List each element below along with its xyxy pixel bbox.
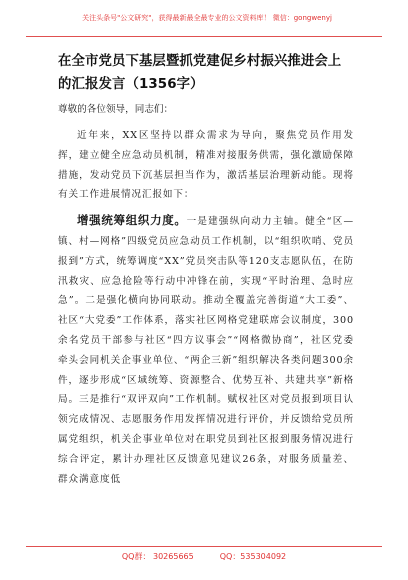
document-title: 在全市党员下基层暨抓党建促乡村振兴推进会上的汇报发言（1356字）	[58, 54, 342, 92]
footer-divider	[26, 546, 382, 547]
header-banner: 关注头条号"公文研究"，获得最新最全最专业的公文资料库！ 微信：gongwenyj	[82, 14, 332, 22]
footer	[0, 551, 408, 562]
section-paragraph	[58, 211, 354, 489]
intro-paragraph: 近年来，XX区坚持以群众需求为导向，聚焦党员作用发挥，建立健全应急动员机制，精准对接服务供需，强化激励保障措施，发动党员下沉基层担当作为，激活基层治理新动能。现将有关工作进展情况汇报如下：	[58, 130, 354, 201]
header-divider	[26, 36, 382, 37]
footer-qq-group: QQ群： 30265665	[121, 552, 194, 561]
section-body: 一是建强纵向动力主轴。健全“区—镇、村—网格”四级党员应急动员工作机制，以“组织吹哨、党员报到”方式，统筹调度“XX”党员突击队等120支志愿队伍，在防汛救灾、应急抢险等行动中冲锋在前，实现“平时治理、急时应急”。二是强化横向协同联动。推动全覆盖完善街道“大工委”、社区“大党委”工作体系，落实社区网格党建联席会议制度，300余名党员干部参与社区“四方议事会”“网格微协商”，社区党委牵头会同机关企事业单位、“两企三新”组织解决各类问题300余件，逐步形成“区域统筹、资源整合、优势互补、共建共享”新格局。三是推行“双评双向”工作机制。赋权社区对党员报到项目认领完成情况、志愿服务作用发挥情况进行评价，并反馈给党员所属党组织，机关企事业单位对在职党员到社区报到服务情况进行综合评定，累计办理社区反馈意见建议26条，对服务质量差、群众满意度低	[58, 216, 354, 485]
section-heading: 增强统筹组织力度。	[77, 213, 187, 228]
document-body	[58, 50, 354, 489]
footer-qq: QQ：535304092	[219, 552, 287, 561]
salutation: 尊敬的各位领导，同志们：	[58, 104, 174, 115]
